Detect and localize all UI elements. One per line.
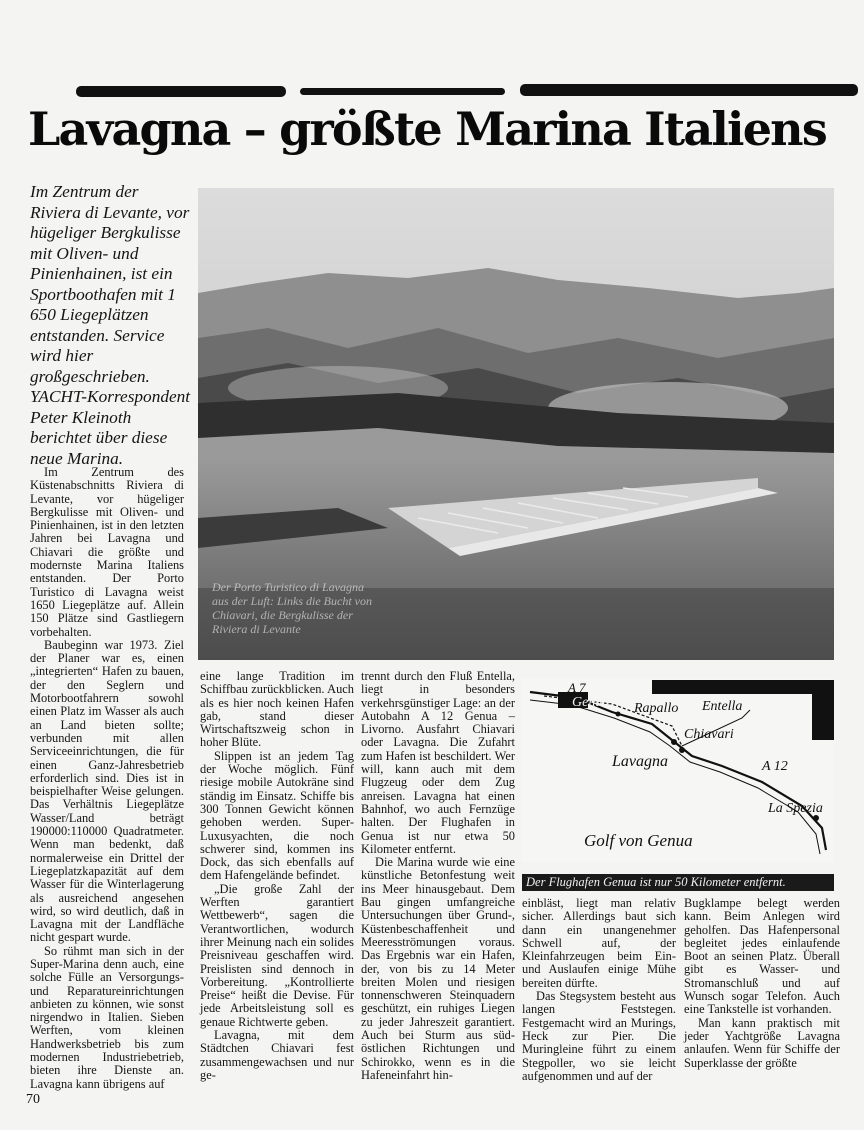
paragraph: trennt durch den Fluß Entella, liegt in besonders verkehrsgünstiger Lage: an der Autobahn A 12 Genua – Livorno. Ausfahrt Chiavari oder Lavagna. Die Zufahrt zum Hafen ist beschildert. Wer will, kann auch mit dem Flugzeug oder dem Zug anreisen. Lavagna hat einen Bahnhof, wo auch Fernzüge halten. Der Flughafen in Genua ist nur etwa 50 Kilometer entfernt. [361,669,515,856]
article-lede: Im Zentrum der Riviera di Levante, vor hügeliger Bergkulisse mit Oliven- und Pinienhainen, ist ein Sportboothafen mit 1 650 Liegeplätzen entstanden. Service wird hier großgeschrieben. YACHT-Korrespondent Peter Kleinoth berichtet über diese neue Marina. [30,182,191,468]
text-column-1 [30,466,184,1091]
paragraph: eine lange Tradition im Schiffbau zurückblicken. Auch als es hier noch keinen Hafen gab, stand dieser Wirtschaftszweig schon in hoher Blüte. [200,669,354,750]
text-column-3 [361,670,515,1082]
map-label-a7: A 7 [568,680,586,695]
map-label-golf: Golf von Genua [584,831,693,850]
map-label-chiavari: Chiavari [684,727,734,742]
page-number: 70 [26,1092,40,1107]
map-caption: Der Flughafen Genua ist nur 50 Kilometer entfernt. [522,874,834,891]
article-title: Lavagna – größte Marina Italiens [28,102,826,156]
map-label-lavagna: Lavagna [612,753,668,770]
map-label-entella: Entella [702,699,743,714]
brush-bar-right [520,84,858,96]
map-label-rapallo: Rapallo [634,701,679,716]
location-map [522,678,834,862]
paragraph: „Die große Zahl der Werften garantiert Wettbewerb“, sagen die Verantwortlichen, wodurch ihrer Meinung nach ein solides Preisniveau geschaffen wird. Preislisten sind dennoch in Vorbereitung. „Kontrollierte Preise“ heißt die Devise. Für jede Arbeitsleistung soll es genaue Richtwerte geben. [200,881,354,1029]
paragraph: Bugklampe belegt werden kann. Beim Anlegen wird geholfen. Das Hafenpersonal begleitet jedes einlaufende Boot an seinen Platz. Überall gibt es Wasser- und Stromanschluß und auf Wunsch sogar Telefon. Auch eine Tankstelle ist vorhanden. [684,896,840,1017]
paragraph: Im Zentrum des Küstenabschnitts Riviera di Levante, vor hügeliger Bergkulisse mit Oliven- und Pinienhainen, ist in den letzten Jahren bei Lavagna und Chiavari die größte und modernste Marina Italiens entstanden. Der Porto Turistico di Lavagna weist 1650 Liegeplätze auf. Allein 150 Plätze sind Gastliegern vorbehalten. [30,465,184,639]
paragraph: Das Stegsystem besteht aus langen Feststegen. Festgemacht wird an Murings, Heck zur Pier. Die Muringleine führt zu einem Stegpoller, wo sie leicht aufgenommen und auf der [522,989,676,1083]
paragraph: Baubeginn war 1973. Ziel der Planer war es, einen „integrierten“ Hafen zu bauen, der den Seglern und Motorbootfahrern sowohl einen Platz im Wasser als auch an Land bieten sollte; verbunden mit allen Serviceeinrichtungen, die für einen Ganz-Jahresbetrieb erforderlich sind. Dies ist in beispielhafter Weise gelungen. Das Verhältnis Liegeplätze Wasser/Land beträgt 190000:110000 Quadratmeter. Wenn man bedenkt, daß normalerweise ein Drittel der Liegeplatzkapazität auf dem Wasser für die Winterlagerung als ausreichend angesehen wird, so wird deutlich, daß in Lavagna mit der Landfläche nicht gespart wurde. [30,637,184,945]
map-graphic [522,678,834,862]
map-label-genua: Genua [572,695,610,710]
paragraph: Slippen ist an jedem Tag der Woche möglich. Fünf riesige mobile Autokräne sind ständig im Einsatz. Schiffe bis 300 Tonnen Gewicht können gehoben werden. Super-Luxusyachten, die noch schwerer sind, kommen ins Dock, das sich ebenfalls auf dem Hafengelände befindet. [200,748,354,883]
brush-bar-left [76,86,286,97]
paragraph: So rühmt man sich in der Super-Marina denn auch, eine solche Fülle an Versorgungs- und Reparatureinrichtungen anbieten zu können, wie sonst nirgendwo in Italien. Sieben Werften, vom kleinen Handwerksbetrieb bis zum modernen Industriebetrieb, bieten ihre Dienste an. Lavagna kann übrigens auf [30,943,184,1091]
paragraph: einbläst, liegt man relativ sicher. Allerdings baut sich dann ein unangenehmer Schwell auf, der Kleinfahrzeugen beim Ein- und Auslaufen einige Mühe bereiten dürfte. [522,896,676,990]
text-column-5 [684,897,840,1070]
photo-caption: Der Porto Turistico di Lavagna aus der Luft: Links die Bucht von Chiavari, die Bergkulisse der Riviera di Levante [212,580,372,636]
map-label-a12: A 12 [762,759,788,774]
paragraph: Man kann praktisch mit jeder Yachtgröße Lavagna anlaufen. Wenn für Schiffe der Superklasse der größte [684,1015,840,1070]
text-column-2 [200,670,354,1082]
text-column-4 [522,897,676,1083]
paragraph: Die Marina wurde wie eine künstliche Betonfestung weit ins Meer hinausgebaut. Dem Bau gingen umfangreiche Untersuchungen über Grund-, Küstenbeschaffenheit und Meeresströmungen voraus. Das Ergebnis war ein Hafen, der, von bis zu 14 Meter breiten Molen und riesigen tonnenschweren Steinquadern geschützt, ein ruhiges Liegen zu jeder Jahreszeit garantiert. Auch bei Sturm aus süd-östlichen Richtungen und Schirokko, wenn es in die Hafeneinfahrt hin- [361,855,515,1082]
brush-bar-mid [300,88,505,95]
paragraph: Lavagna, mit dem Städtchen Chiavari fest zusammengewachsen und nur ge- [200,1028,354,1082]
map-label-la-spezia: La Spezia [768,801,823,816]
